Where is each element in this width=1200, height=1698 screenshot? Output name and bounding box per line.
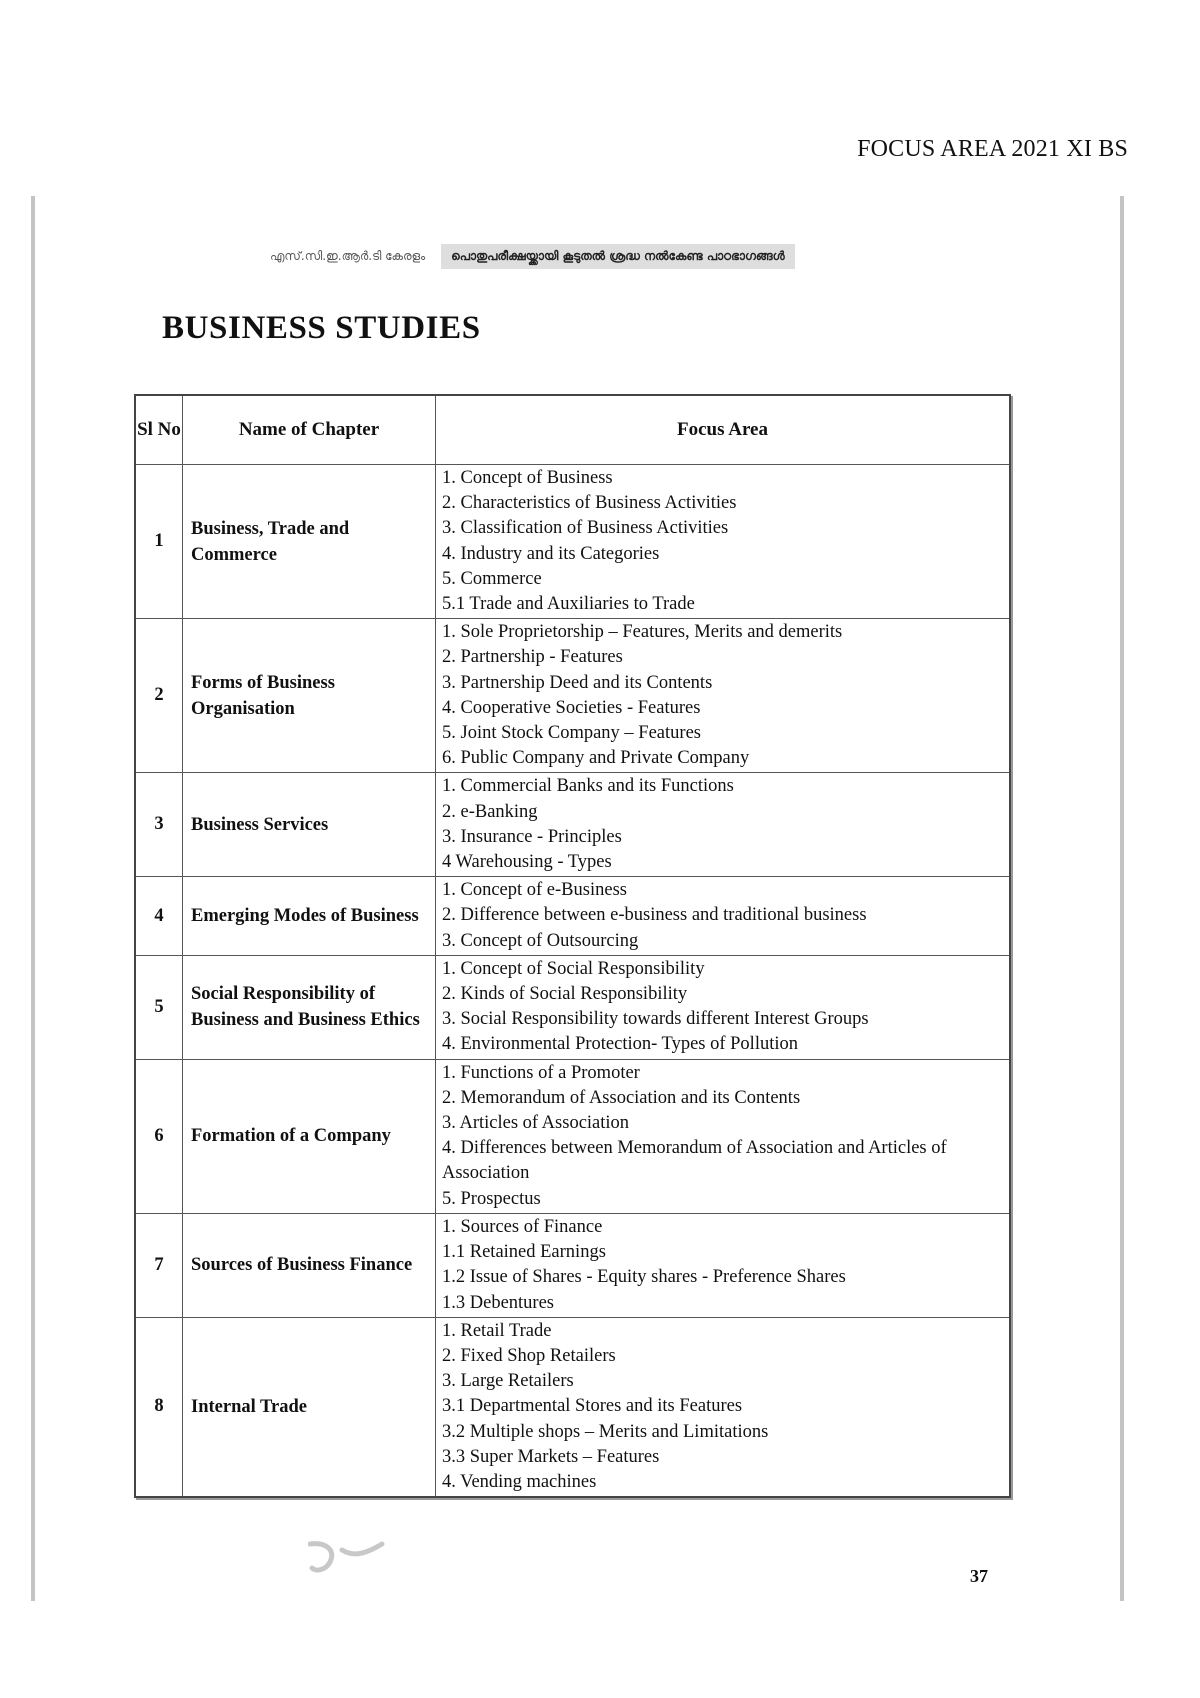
decorative-swirl-icon [308, 1538, 388, 1578]
table-row [135, 773, 1010, 877]
sl-no-cell: 8 [135, 1317, 183, 1497]
right-margin-line [1120, 196, 1124, 1601]
focus-item: 3. Large Retailers [442, 1371, 574, 1392]
chapter-name-cell: Social Responsibility of Business and Business Ethics [183, 955, 436, 1059]
focus-item: 1. Concept of e-Business [442, 880, 627, 901]
chapter-name-cell: Business Services [183, 773, 436, 877]
focus-area-cell [436, 619, 1011, 773]
focus-item: 4. Differences between Memorandum of Association and Articles of Association [442, 1138, 947, 1184]
focus-area-cell [436, 1317, 1011, 1497]
focus-item: 1. Commercial Banks and its Functions [442, 776, 734, 797]
focus-item: 3.3 Super Markets – Features [442, 1446, 660, 1467]
focus-area-cell [436, 465, 1011, 619]
focus-item: 2. Characteristics of Business Activities [442, 493, 737, 514]
focus-item: 3. Articles of Association [442, 1113, 630, 1134]
focus-item: 2. e-Banking [442, 801, 538, 822]
focus-item: 5. Commerce [442, 568, 542, 589]
malayalam-subtitle [270, 244, 795, 269]
focus-item: 3.2 Multiple shops – Merits and Limitations [442, 1421, 769, 1442]
table-row [135, 877, 1010, 956]
focus-item: 2. Difference between e-business and traditional business [442, 905, 867, 926]
sl-no-cell: 3 [135, 773, 183, 877]
focus-note-box: പൊതുപരീക്ഷയ്ക്കായി കൂടുതൽ ശ്രദ്ധ നൽകേണ്ട പാഠഭാഗങ്ങൾ [441, 244, 794, 269]
focus-item: 1.1 Retained Earnings [442, 1242, 606, 1263]
table-row [135, 619, 1010, 773]
focus-item: 1.2 Issue of Shares - Equity shares - Preference Shares [442, 1267, 846, 1288]
focus-item: 4. Environmental Protection- Types of Pollution [442, 1034, 798, 1055]
chapter-name-cell: Emerging Modes of Business [183, 877, 436, 956]
focus-item: 1. Concept of Business [442, 468, 613, 488]
focus-item: 2. Kinds of Social Responsibility [442, 984, 688, 1005]
scert-kerala-label: എസ്.സി.ഇ.ആർ.ടി കേരളം [270, 249, 426, 263]
focus-item: 2. Memorandum of Association and its Contents [442, 1087, 801, 1108]
table-body [135, 465, 1010, 1498]
focus-area-table [134, 394, 1011, 1498]
focus-item: 4. Industry and its Categories [442, 543, 660, 564]
focus-item: 1. Retail Trade [442, 1320, 552, 1341]
focus-item: 3. Social Responsibility towards different Interest Groups [442, 1009, 869, 1030]
chapter-name-cell: Formation of a Company [183, 1059, 436, 1213]
sl-no-cell: 1 [135, 465, 183, 619]
header-focus-area: Focus Area [436, 395, 1011, 465]
focus-item: 3. Classification of Business Activities [442, 518, 729, 539]
chapter-name-cell: Internal Trade [183, 1317, 436, 1497]
sl-no-cell: 2 [135, 619, 183, 773]
focus-item: 5. Joint Stock Company – Features [442, 723, 701, 744]
table-row [135, 1059, 1010, 1213]
table-header-row [135, 395, 1010, 465]
header-chapter-name: Name of Chapter [183, 395, 436, 465]
header-sl-no: Sl No [135, 395, 183, 465]
focus-item: 3. Insurance - Principles [442, 826, 622, 847]
focus-item: 5.1 Trade and Auxiliaries to Trade [442, 594, 695, 615]
focus-area-cell [436, 773, 1011, 877]
focus-area-cell [436, 955, 1011, 1059]
focus-item: 2. Partnership - Features [442, 647, 623, 668]
sl-no-cell: 4 [135, 877, 183, 956]
focus-item: 3. Concept of Outsourcing [442, 930, 639, 951]
focus-item: 1.3 Debentures [442, 1292, 554, 1313]
focus-item: 1. Sources of Finance [442, 1216, 603, 1237]
chapter-name-cell: Forms of Business Organisation [183, 619, 436, 773]
sl-no-cell: 5 [135, 955, 183, 1059]
focus-item: 3. Partnership Deed and its Contents [442, 672, 713, 693]
page-number: 37 [970, 1566, 988, 1586]
focus-item: 6. Public Company and Private Company [442, 748, 750, 769]
sl-no-cell: 6 [135, 1059, 183, 1213]
focus-area-cell [436, 1213, 1011, 1317]
focus-item: 4. Cooperative Societies - Features [442, 697, 701, 718]
table-row [135, 955, 1010, 1059]
sl-no-cell: 7 [135, 1213, 183, 1317]
focus-item: 3.1 Departmental Stores and its Features [442, 1396, 743, 1417]
focus-area-cell [436, 1059, 1011, 1213]
focus-item: 1. Concept of Social Responsibility [442, 958, 705, 979]
focus-item: 1. Sole Proprietorship – Features, Merits and demerits [442, 622, 843, 643]
table-row [135, 1317, 1010, 1497]
table-row [135, 1213, 1010, 1317]
focus-item: 2. Fixed Shop Retailers [442, 1345, 616, 1366]
left-margin-line [31, 196, 35, 1601]
chapter-name-cell: Sources of Business Finance [183, 1213, 436, 1317]
table-row [135, 465, 1010, 619]
focus-item: 4. Vending machines [442, 1471, 597, 1492]
chapter-name-cell: Business, Trade and Commerce [183, 465, 436, 619]
focus-item: 5. Prospectus [442, 1188, 541, 1209]
focus-item: 1. Functions of a Promoter [442, 1062, 640, 1083]
focus-item: 4 Warehousing - Types [442, 852, 612, 873]
document-header: FOCUS AREA 2021 XI BS [857, 136, 1128, 162]
page-title: BUSINESS STUDIES [162, 310, 481, 346]
focus-area-cell [436, 877, 1011, 956]
